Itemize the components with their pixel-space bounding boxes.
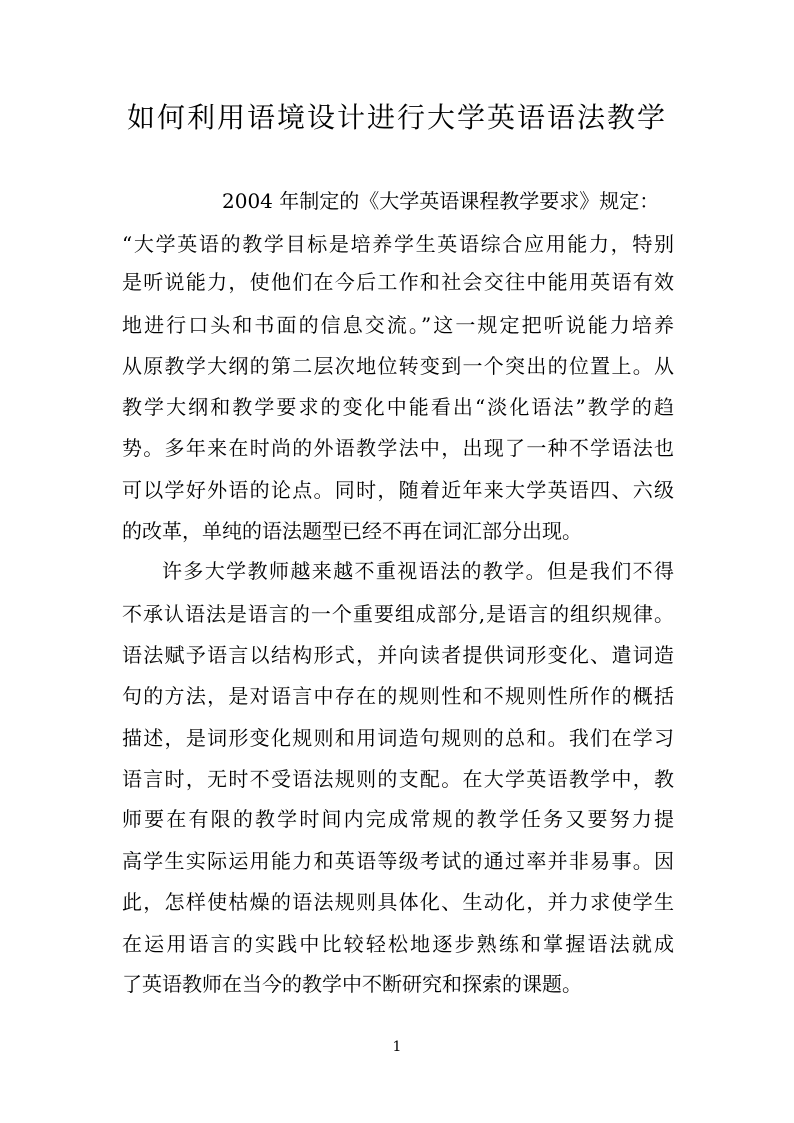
paragraph-2-line-9: 此，怎样使枯燥的语法规则具体化、生动化，并力求使学生 bbox=[122, 890, 674, 914]
paragraph-2-line-2: 不承认语法是语言的一个重要组成部分,是语言的组织规律。 bbox=[122, 602, 674, 626]
paragraph-1-line-9: 的改革，单纯的语法题型已经不再在词汇部分出现。 bbox=[122, 519, 582, 543]
paragraph-1-line-3: 是听说能力，使他们在今后工作和社会交往中能用英语有效 bbox=[122, 270, 674, 294]
page-number: 1 bbox=[392, 1039, 402, 1055]
paragraph-2-line-10: 在运用语言的实践中比较轻松地逐步熟练和掌握语法就成 bbox=[122, 932, 674, 956]
paragraph-1-line-4: 地进行口头和书面的信息交流。”这一规定把听说能力培养 bbox=[122, 313, 674, 337]
document-title: 如何利用语境设计进行大学英语语法教学 bbox=[126, 101, 667, 134]
paragraph-2-line-8: 高学生实际运用能力和英语等级考试的通过率并非易事。因 bbox=[122, 849, 674, 873]
paragraph-2-line-1: 许多大学教师越来越不重视语法的教学。但是我们不得 bbox=[162, 559, 674, 583]
paragraph-1-line-6: 教学大纲和教学要求的变化中能看出“淡化语法”教学的趋 bbox=[122, 395, 674, 419]
paragraph-2-line-5: 描述，是词形变化规则和用词造句规则的总和。我们在学习 bbox=[122, 726, 674, 750]
paragraph-2-line-7: 师要在有限的教学时间内完成常规的教学任务又要努力提 bbox=[122, 807, 674, 831]
paragraph-2-line-4: 句的方法，是对语言中存在的规则性和不规则性所作的概括 bbox=[122, 684, 674, 708]
paragraph-1-line-2: “大学英语的教学目标是培养学生英语综合应用能力，特别 bbox=[122, 232, 674, 256]
paragraph-1-line-8: 可以学好外语的论点。同时，随着近年来大学英语四、六级 bbox=[122, 478, 674, 502]
paragraph-1-line-7: 势。多年来在时尚的外语教学法中，出现了一种不学语法也 bbox=[122, 436, 674, 460]
paragraph-2-line-3: 语法赋予语言以结构形式，并向读者提供词形变化、遣词造 bbox=[122, 643, 674, 667]
paragraph-1-line-5: 从原教学大纲的第二层次地位转变到一个突出的位置上。从 bbox=[122, 354, 674, 378]
paragraph-2-line-6: 语言时，无时不受语法规则的支配。在大学英语教学中，教 bbox=[122, 767, 674, 791]
paragraph-2-line-11: 了英语教师在当今的教学中不断研究和探索的课题。 bbox=[122, 972, 582, 996]
paragraph-1-line-1: 2004 年制定的《大学英语课程教学要求》规定： bbox=[222, 189, 660, 213]
